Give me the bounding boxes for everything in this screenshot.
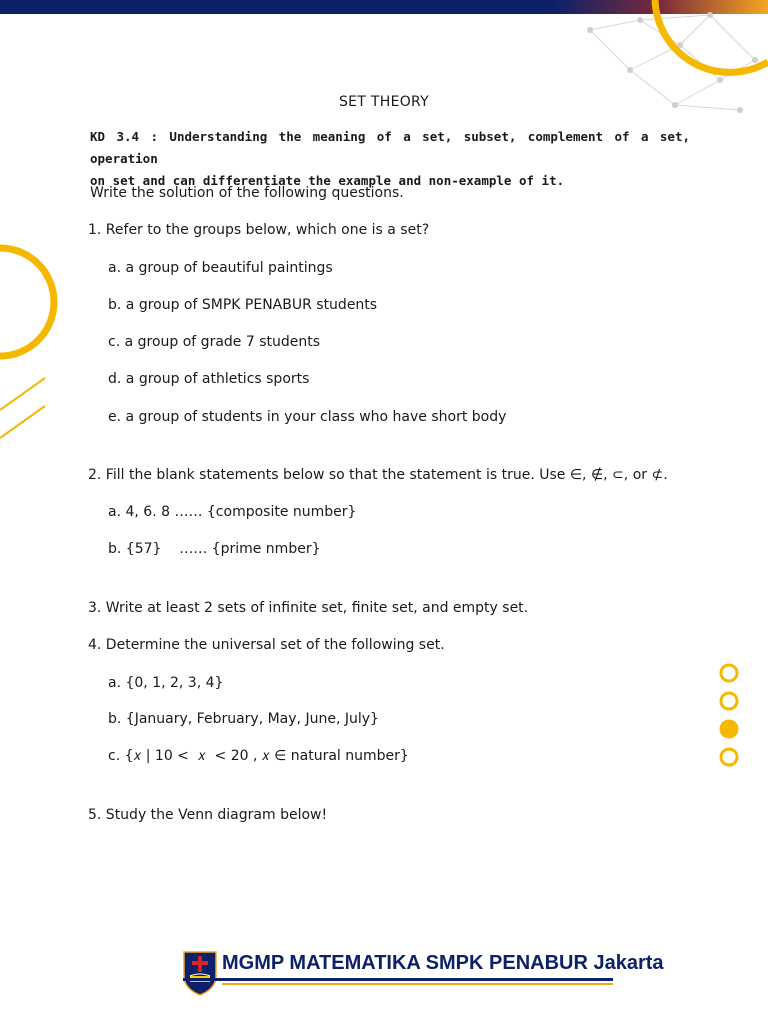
q1-option-d: d. a group of athletics sports [108,371,310,387]
q2-option-b: b. {57} …… {prime nmber} [108,541,321,557]
dots-decoration-icon [712,660,746,772]
q4-option-a: a. {0, 1, 2, 3, 4} [108,675,224,691]
footer-org-name: MGMP MATEMATIKA SMPK PENABUR Jakarta [222,952,664,974]
school-crest-icon [182,950,218,996]
question-3: 3. Write at least 2 sets of infinite set, finite set, and empty set. [88,600,529,616]
q1-option-c: c. a group of grade 7 students [108,334,321,350]
q2-option-a: a. 4, 6. 8 …… {composite number} [108,504,357,520]
q4-option-c: c. {𝑥 | 10 < 𝑥 < 20 , 𝑥 ∈ natural number} [108,748,409,764]
left-arc-decoration-icon [0,240,60,450]
learning-objective [90,126,690,192]
question-4: 4. Determine the universal set of the following set. [88,637,445,653]
question-5: 5. Study the Venn diagram below! [88,807,328,823]
q1-option-a: a. a group of beautiful paintings [108,260,333,276]
question-2: 2. Fill the blank statements below so that the statement is true. Use ∈, ∉, ⊂, or ⊄. [88,467,668,483]
kd-line-2: on set and can differentiate the example and non-example of it. [90,173,565,188]
page-title: SET THEORY [338,94,430,110]
footer-underline [183,978,613,981]
q4-option-b: b. {January, February, May, June, July} [108,711,379,727]
q1-option-b: b. a group of SMPK PENABUR students [108,297,378,313]
q1-option-e: e. a group of students in your class who have short body [108,409,507,425]
instruction-text: Write the solution of the following questions. [90,185,404,201]
kd-line-1: KD 3.4 : Understanding the meaning of a set, subset, complement of a set, operation [90,129,690,166]
question-1: 1. Refer to the groups below, which one is a set? [88,222,430,238]
footer-accent-line [222,983,613,985]
